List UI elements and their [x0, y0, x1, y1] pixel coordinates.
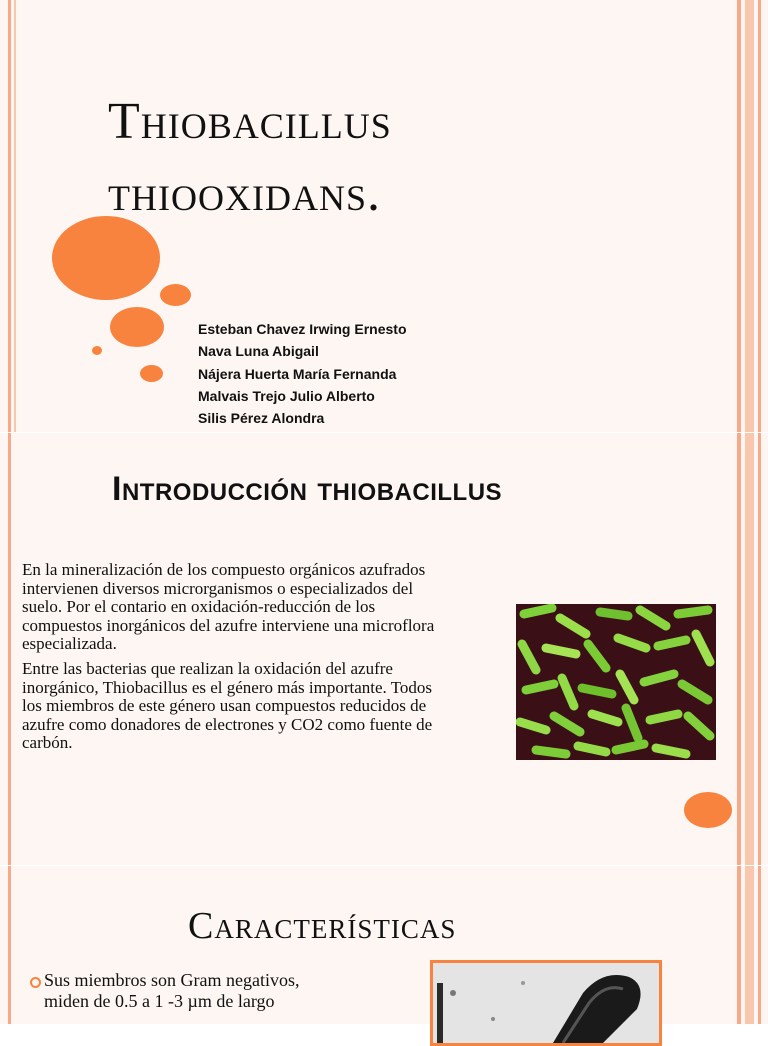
author-name: Nájera Huerta María Fernanda [198, 365, 397, 382]
slide-title-heading [108, 86, 668, 230]
author-name: Nava Luna Abigail [198, 343, 319, 360]
author-list [198, 318, 407, 429]
stripe-right [737, 433, 741, 865]
stripe-left [8, 433, 11, 865]
list-item-text: Sus miembros son Gram negativos, miden de 0.5 a 1 -3 µm de largo [44, 970, 300, 1011]
stripe-right-wide [745, 866, 754, 1024]
stripe-right [737, 0, 741, 432]
decor-circle-small-2 [140, 365, 163, 382]
stripe-right-thin [758, 433, 761, 865]
intro-paragraph-1: En la mineralización de los compuesto orgánicos azufrados intervienen diversos microrganismos o especializados del suelo. Por el contario en oxidación-reducción de los compuestos inorgánicos del azufre interviene una microflora especializada. [22, 560, 435, 654]
list-item [44, 970, 344, 1012]
slide-title [0, 0, 768, 432]
author-name: Esteban Chavez Irwing Ernesto [198, 321, 407, 337]
title-line-2: thiooxidans. [108, 165, 381, 222]
decor-circle [684, 792, 732, 828]
title-line-1: Thiobacillus [108, 93, 392, 150]
intro-paragraph-2: Entre las bacterias que realizan la oxidación del azufre inorgánico, Thiobacillus es el género más importante. Todos los miembros de este género usan compuestos reducidos de azufre como donadores de electrones y CO2 como fuente de carbón. [22, 658, 433, 753]
stripe-left-thin [14, 0, 16, 432]
stripe-right-wide [745, 433, 754, 865]
characteristics-heading: Características [188, 905, 457, 947]
author-name: Malvais Trejo Julio Alberto [198, 387, 375, 404]
electron-micrograph-image [430, 960, 662, 1046]
stripe-left [8, 866, 11, 1024]
stripe-right [737, 866, 741, 1024]
stripe-left [8, 0, 11, 432]
stripe-right-thin [758, 0, 761, 432]
bullet-ring-icon [30, 977, 41, 988]
author-name: Silis Pérez Alondra [198, 410, 325, 427]
stripe-right-wide [745, 0, 754, 432]
decor-circle-medium [110, 307, 164, 347]
intro-body [22, 561, 442, 759]
stripe-right-thin [758, 866, 761, 1024]
bacteria-micrograph-image [516, 604, 716, 760]
decor-circle-tiny [92, 346, 102, 355]
intro-heading: Introducción thiobacillus [112, 470, 503, 508]
characteristics-list [44, 970, 344, 1012]
decor-circle-small [160, 284, 191, 306]
